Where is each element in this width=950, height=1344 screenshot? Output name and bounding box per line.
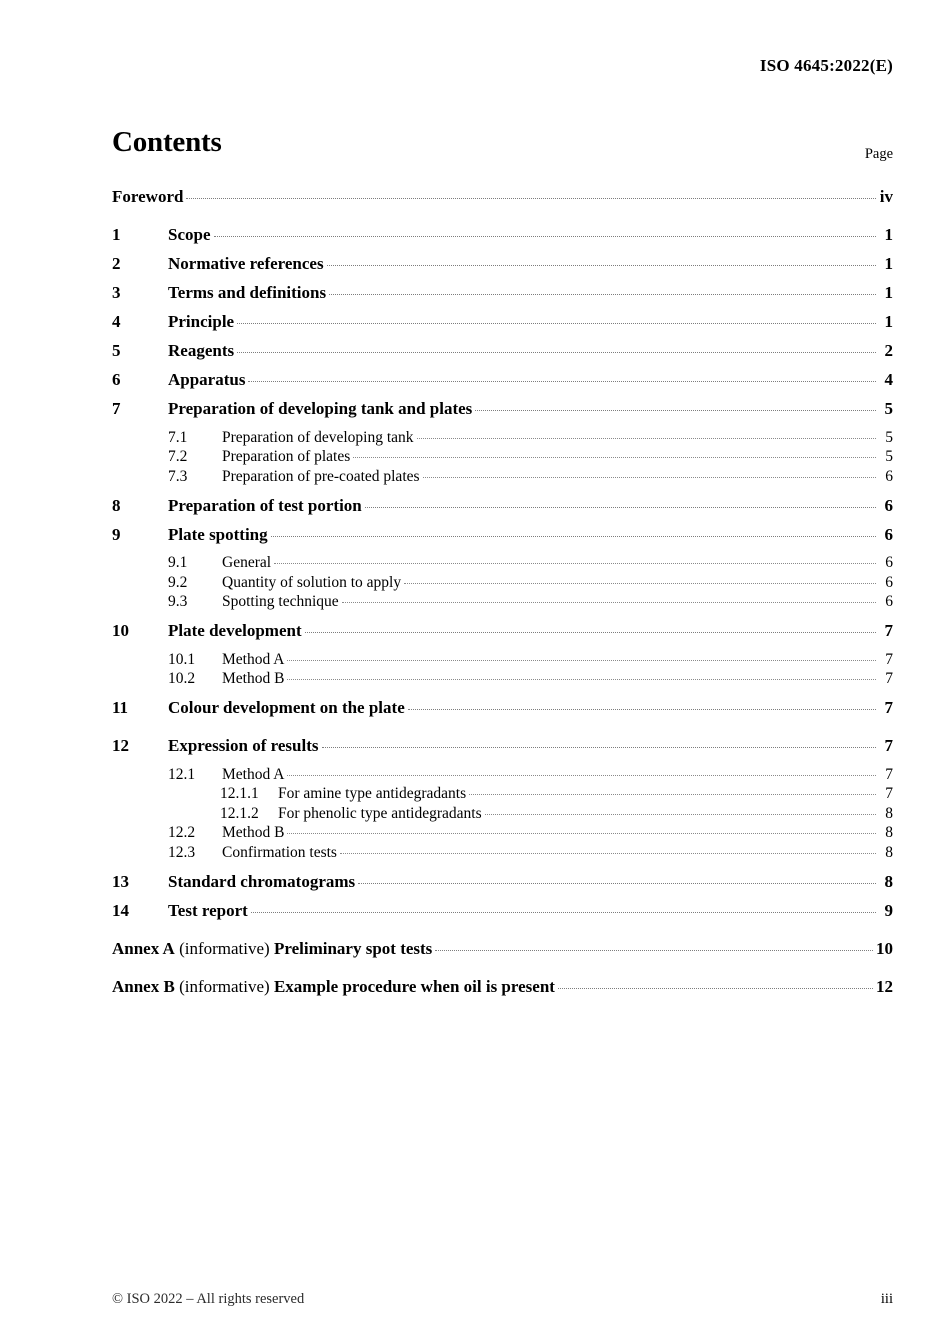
dot-leader	[340, 841, 876, 857]
toc-entry-label: Plate development	[168, 621, 302, 640]
toc-entry-label: Preparation of developing tank	[222, 428, 414, 446]
toc-group-spacer	[112, 610, 893, 619]
toc-entry-page-number: 7	[884, 621, 893, 640]
toc-entry[interactable]	[112, 802, 893, 822]
toc-entry-page-number: 8	[884, 871, 893, 891]
toc-group-spacer	[112, 966, 893, 975]
toc-entry[interactable]	[112, 870, 893, 899]
toc-entry[interactable]	[112, 591, 893, 611]
annex-title: Preliminary spot tests	[273, 938, 433, 958]
toc-entry-label: Reagents	[168, 341, 235, 360]
toc-entry-label	[112, 939, 434, 959]
toc-entry-label: Scope	[168, 225, 211, 244]
dot-leader	[287, 668, 876, 684]
toc-entry[interactable]	[112, 368, 893, 397]
toc-entry[interactable]	[112, 523, 893, 552]
toc-entry-number: 10.1	[168, 650, 196, 668]
toc-entry-number: 9	[112, 524, 121, 544]
toc-entry-label	[112, 977, 557, 997]
toc-entry-label: Principle	[168, 312, 235, 331]
toc-entry-page-number: 1	[884, 225, 893, 244]
toc-entry-label: Method B	[222, 824, 285, 841]
toc-entry[interactable]	[112, 552, 893, 572]
toc-entry-label: Standard chromatograms	[168, 871, 356, 891]
toc-entry-number: 9.1	[168, 554, 188, 571]
toc-entry-number: 6	[112, 370, 121, 389]
toc-entry[interactable]	[112, 822, 893, 842]
toc-entry-label: For phenolic type antidegradants	[278, 804, 482, 822]
toc-entry-page-number: 9	[884, 900, 893, 920]
toc-entry-page-number: 7	[885, 785, 893, 802]
toc-entry-page-number: 6	[884, 524, 893, 544]
toc-entry-page-number: 6	[885, 573, 893, 591]
dot-leader	[329, 281, 876, 298]
toc-group-spacer	[112, 725, 893, 734]
toc-entry-page-number: 4	[884, 370, 893, 389]
toc-entry-number: 12.2	[168, 824, 196, 841]
toc-entry-label: Plate spotting	[168, 524, 268, 544]
toc-entry-page-number: 6	[885, 593, 893, 610]
toc-entry-number: 9.2	[168, 573, 188, 591]
dot-leader	[305, 619, 876, 636]
toc-entry-number: 2	[112, 254, 121, 273]
page-folio: iii	[880, 1291, 893, 1307]
document-footer	[112, 1291, 893, 1308]
toc-entry-page-number: 2	[884, 341, 893, 360]
dot-leader	[186, 185, 876, 202]
dot-leader	[237, 310, 876, 327]
toc-entry-number: 12.1.2	[220, 804, 259, 822]
toc-entry[interactable]	[112, 494, 893, 523]
dot-leader	[214, 223, 877, 240]
toc-entry[interactable]	[112, 310, 893, 339]
toc-entry-number: 7	[112, 399, 121, 418]
toc-entry-label: Method B	[222, 670, 285, 687]
toc-entry-label: Preparation of test portion	[168, 495, 362, 515]
toc-entry[interactable]	[112, 426, 893, 446]
toc-group-spacer	[112, 928, 893, 937]
toc-entry-number: 7.1	[168, 428, 188, 446]
toc-entry-page-number: 7	[885, 670, 893, 687]
toc-entry-page-number: 5	[884, 399, 893, 418]
toc-entry-page-number: 6	[885, 554, 893, 571]
toc-entry[interactable]	[112, 339, 893, 368]
toc-entry-label: Colour development on the plate	[168, 698, 405, 717]
copyright-notice: © ISO 2022 – All rights reserved	[112, 1291, 305, 1307]
dot-leader	[248, 368, 876, 385]
toc-entry-page-number: 7	[884, 698, 893, 717]
toc-entry-page-number: 8	[885, 843, 893, 861]
page-title: Contents	[112, 126, 222, 158]
toc-entry-number: 3	[112, 283, 121, 302]
toc-entry[interactable]	[112, 619, 893, 648]
dot-leader	[365, 494, 876, 511]
toc-entry-page-number: 7	[885, 650, 893, 668]
dot-leader	[237, 339, 876, 356]
dot-leader	[287, 648, 876, 664]
dot-leader	[408, 696, 876, 713]
toc-entry-number: 8	[112, 495, 121, 515]
dot-leader	[475, 397, 876, 414]
toc-entry-label: For amine type antidegradants	[278, 785, 467, 802]
toc-entry-label: Normative references	[168, 254, 324, 273]
dot-leader	[558, 975, 873, 992]
toc-entry-number: 7.3	[168, 467, 188, 485]
toc-entry-page-number: 8	[885, 824, 893, 841]
dot-leader	[423, 465, 876, 481]
toc-entry-number: 14	[112, 900, 129, 920]
toc-entry[interactable]	[112, 281, 893, 310]
toc-entry[interactable]	[112, 899, 893, 928]
toc-entry-page-number: 10	[876, 938, 893, 958]
toc-entry[interactable]	[112, 696, 893, 725]
dot-leader	[485, 802, 876, 818]
toc-entry-label: Foreword	[112, 187, 184, 206]
toc-entry-number: 7.2	[168, 448, 188, 465]
toc-entry-number: 10.2	[168, 670, 196, 687]
toc-entry-page-number: 6	[884, 495, 893, 515]
annex-title: Example procedure when oil is present	[273, 976, 555, 996]
document-header-standard-reference: ISO 4645:2022(E)	[759, 56, 893, 75]
annex-kind: (informative)	[174, 938, 274, 958]
toc-entry-page-number: 7	[884, 736, 893, 755]
toc-entry[interactable]	[112, 783, 893, 803]
toc-entry[interactable]	[112, 446, 893, 466]
toc-entry[interactable]	[112, 937, 893, 966]
dot-leader	[404, 571, 876, 587]
toc-entry-page-number: 5	[885, 448, 893, 465]
toc-entry-label: Preparation of pre-coated plates	[222, 467, 420, 485]
toc-entry-number: 12.3	[168, 843, 196, 861]
dot-leader	[353, 446, 876, 462]
dot-leader	[287, 822, 876, 838]
toc-entry-label: Terms and definitions	[168, 283, 327, 302]
dot-leader	[327, 252, 876, 269]
toc-group-spacer	[112, 861, 893, 870]
toc-entry-number: 4	[112, 312, 121, 331]
toc-entry-number: 9.3	[168, 593, 188, 610]
toc-entry-page-number: 1	[884, 312, 893, 331]
toc-entry-number: 12	[112, 736, 129, 755]
toc-entry-page-number: 1	[884, 283, 893, 302]
toc-entry-number: 1	[112, 225, 121, 244]
toc-entry-label: Method A	[222, 765, 285, 783]
table-of-contents	[112, 185, 893, 1004]
toc-entry-number: 5	[112, 341, 121, 360]
toc-entry-label: General	[222, 554, 272, 571]
toc-entry-label: Preparation of plates	[222, 448, 351, 465]
toc-entry-label: Expression of results	[168, 736, 319, 755]
dot-leader	[274, 552, 876, 568]
toc-entry[interactable]	[112, 252, 893, 281]
dot-leader	[322, 734, 876, 751]
toc-entry[interactable]	[112, 223, 893, 252]
toc-group-spacer	[112, 485, 893, 494]
toc-entry-page-number: 5	[885, 428, 893, 446]
toc-entry-page-number: 8	[885, 804, 893, 822]
toc-entry[interactable]	[112, 571, 893, 591]
toc-entry[interactable]	[112, 465, 893, 485]
toc-entry-page-number: 1	[884, 254, 893, 273]
annex-identifier: Annex A	[112, 938, 175, 958]
toc-entry-number: 12.1	[168, 765, 196, 783]
dot-leader	[435, 937, 873, 954]
annex-kind: (informative)	[174, 976, 274, 996]
toc-entry[interactable]	[112, 763, 893, 783]
toc-entry[interactable]	[112, 734, 893, 763]
toc-group-spacer	[112, 687, 893, 696]
toc-entry[interactable]	[112, 668, 893, 688]
toc-entry-page-number: 6	[885, 467, 893, 485]
toc-entry[interactable]	[112, 185, 893, 214]
dot-leader	[342, 591, 876, 607]
dot-leader	[287, 763, 876, 779]
toc-entry[interactable]	[112, 648, 893, 668]
toc-entry-number: 10	[112, 621, 129, 640]
toc-entry-label: Spotting technique	[222, 593, 339, 610]
toc-entry[interactable]	[112, 397, 893, 426]
dot-leader	[469, 783, 876, 799]
toc-entry-label: Method A	[222, 650, 285, 668]
annex-identifier: Annex B	[112, 976, 175, 996]
dot-leader	[417, 426, 876, 442]
contents-heading-row	[112, 128, 893, 164]
toc-entry-page-number: 12	[876, 976, 893, 996]
toc-entry-label: Apparatus	[168, 370, 246, 389]
toc-entry-page-number: 7	[885, 765, 893, 783]
dot-leader	[251, 899, 876, 916]
toc-entry-label: Confirmation tests	[222, 843, 337, 861]
toc-entry-page-number: iv	[879, 187, 893, 206]
toc-entry-label: Test report	[168, 900, 248, 920]
dot-leader	[271, 523, 876, 540]
toc-entry-number: 13	[112, 871, 129, 891]
toc-entry-number: 11	[112, 698, 129, 717]
toc-entry-number: 12.1.1	[220, 785, 259, 802]
dot-leader	[358, 870, 876, 887]
toc-entry-label: Quantity of solution to apply	[222, 573, 402, 591]
page-column-label: Page	[864, 146, 893, 162]
toc-group-spacer	[112, 214, 893, 223]
toc-entry-label: Preparation of developing tank and plates	[168, 399, 473, 418]
toc-entry[interactable]	[112, 975, 893, 1004]
toc-entry[interactable]	[112, 841, 893, 861]
